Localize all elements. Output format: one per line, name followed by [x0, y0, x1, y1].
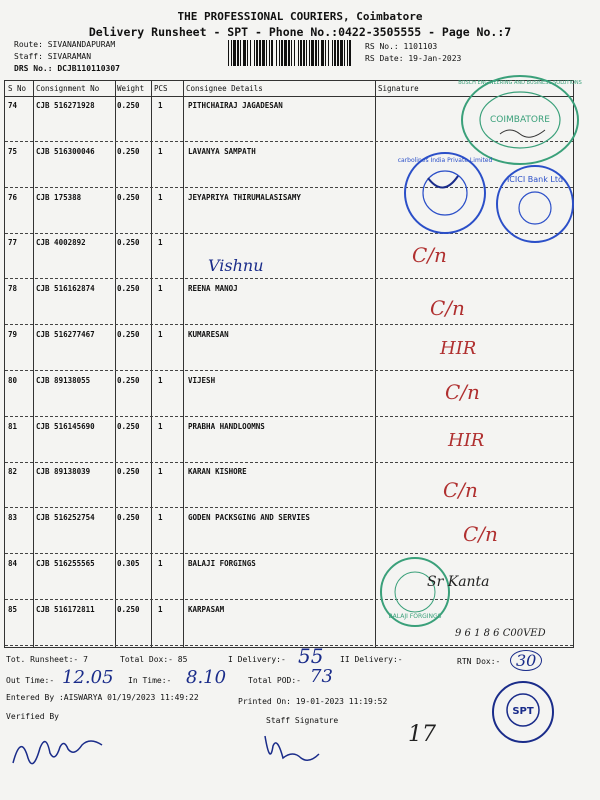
row-pcs: 1	[158, 559, 163, 568]
tot-runsheet: Tot. Runsheet:- 7	[6, 655, 88, 664]
handwritten-signature: HIR	[448, 430, 485, 451]
staff-label: Staff: SIVARAMAN	[14, 52, 92, 61]
row-sno: 80	[8, 375, 18, 385]
table-row	[5, 601, 573, 646]
barcode-bar	[231, 40, 232, 66]
row-pcs: 1	[158, 421, 163, 431]
row-consignee: GODEN PACKSGING AND SERVIES	[188, 513, 310, 523]
barcode-bar	[334, 40, 336, 66]
row-divider	[5, 645, 573, 646]
barcode-bar	[291, 40, 292, 66]
col-header-consignment: Consignment No	[36, 84, 100, 93]
barcode-bar	[309, 40, 310, 66]
barcode-bar	[276, 40, 277, 66]
icici-stamp	[493, 162, 578, 247]
row-sno: 76	[8, 192, 18, 202]
row-weight: 0.250	[117, 604, 140, 614]
barcode-bar	[325, 40, 326, 66]
barcode-bar	[298, 40, 299, 66]
barcode-bar	[318, 40, 319, 66]
barcode-bar	[306, 40, 307, 66]
row-consignment-no: CJB 516271928	[36, 101, 95, 110]
barcode-bar	[294, 40, 295, 66]
carboline-stamp	[398, 148, 493, 238]
row-sno: 83	[8, 513, 18, 523]
rs-date: RS Date: 19-Jan-2023	[365, 54, 462, 63]
row-weight: 0.250	[117, 467, 140, 477]
row-consignment-no: CJB 89138055	[36, 375, 91, 385]
row-consignee: REENA MANOJ	[188, 284, 238, 294]
row-sno: 79	[8, 330, 18, 339]
row-consignee: VIJESH	[188, 375, 216, 385]
row-pcs: 1	[158, 513, 163, 523]
row-pcs: 1	[158, 192, 163, 202]
row-weight: 0.250	[117, 238, 140, 248]
row-consignee: PITHCHAIRAJ JAGADESAN	[188, 101, 283, 110]
row-sno: 78	[8, 284, 18, 294]
row-weight: 0.250	[117, 101, 140, 110]
barcode-bar	[300, 40, 302, 66]
barcode-bar	[237, 40, 239, 66]
runsheet-subtitle: Delivery Runsheet - SPT - Phone No.:0422-3505555 - Page No.:7	[88, 25, 512, 39]
row-weight: 0.250	[117, 375, 140, 385]
handwritten-signature: C/n	[463, 522, 498, 546]
handwritten-signature: C/n	[412, 243, 447, 267]
barcode-bar	[228, 40, 229, 66]
row-pcs: 1	[158, 238, 163, 248]
row-sno: 82	[8, 467, 18, 477]
table-row	[5, 418, 573, 463]
row-pcs: 1	[158, 146, 163, 156]
barcode-bar	[256, 40, 258, 66]
row-sno: 74	[8, 101, 18, 110]
barcode	[228, 40, 356, 66]
row-sno: 84	[8, 559, 18, 568]
row-pcs: 1	[158, 604, 163, 614]
barcode-bar	[259, 40, 261, 66]
stamp-text: carbolines India Private Limited	[398, 157, 493, 164]
handwritten-signature: HIR	[440, 338, 477, 359]
stamp-text: ICICI Bank Ltd	[506, 175, 564, 184]
handwritten-signature: C/n	[445, 380, 480, 404]
row-sno: 77	[8, 238, 18, 248]
row-weight: 0.250	[117, 146, 140, 156]
rtn-dox: RTN Dox:-	[457, 657, 501, 666]
row-consignee: BALAJI FORGINGS	[188, 559, 256, 568]
row-consignment-no: CJB 175388	[36, 192, 82, 202]
row-pcs: 1	[158, 284, 163, 294]
barcode-bar	[337, 40, 339, 66]
barcode-bar	[240, 40, 241, 66]
total-dox: Total Dox:- 85	[120, 655, 188, 664]
barcode-bar	[247, 40, 248, 66]
barcode-bar	[311, 40, 314, 66]
barcode-bar	[332, 40, 333, 66]
barcode-bar	[328, 40, 329, 66]
i-delivery-value: 55	[298, 644, 324, 668]
barcode-bar	[315, 40, 317, 66]
col-header-weight: Weight	[117, 84, 145, 93]
table-row	[5, 463, 573, 508]
row-weight: 0.250	[117, 192, 140, 202]
row-consignee: JEYAPRIYA THIRUMALASISAMY	[188, 192, 301, 202]
ii-delivery: II Delivery:-	[340, 655, 403, 664]
row-pcs: 1	[158, 467, 163, 477]
out-time: Out Time:-	[6, 676, 55, 685]
barcode-bar	[254, 40, 255, 66]
col-header-pcs: PCS	[154, 84, 168, 93]
row-consignee: LAVANYA SAMPATH	[188, 146, 256, 156]
row-sno: 75	[8, 146, 18, 156]
row-consignment-no: CJB 516277467	[36, 330, 95, 339]
row-consignee: KUMARESAN	[188, 330, 229, 339]
handwritten-signature: C/n	[443, 478, 478, 502]
company-title: THE PROFESSIONAL COURIERS, Coimbatore	[177, 10, 423, 23]
row-consignee: PRABHA HANDLOOMNS	[188, 421, 265, 431]
barcode-bar	[344, 40, 345, 66]
row-weight: 0.250	[117, 513, 140, 523]
stamp-text: BOSCH ENGINEERING AND BUSINESS SOLUTIONS	[458, 80, 582, 86]
stamp-text: COIMBATORE	[490, 115, 550, 125]
row-consignment-no: CJB 516172811	[36, 604, 95, 614]
col-header-consignee: Consignee Details	[186, 84, 263, 93]
barcode-bar	[250, 40, 251, 66]
handwritten-name: Sr Kanta	[427, 574, 490, 590]
drs-label: DRS No.: DCJB110110307	[14, 64, 120, 73]
barcode-bar	[349, 40, 351, 66]
row-pcs: 1	[158, 330, 163, 339]
barcode-bar	[347, 40, 348, 66]
in-time: In Time:-	[128, 676, 172, 685]
col-header-sno: S No	[8, 84, 27, 93]
row-consignee: KARPASAM	[188, 604, 225, 614]
total-pod: Total POD:-	[248, 676, 301, 685]
handwritten-signature: C/n	[430, 296, 465, 320]
barcode-bar	[233, 40, 236, 66]
row-consignment-no: CJB 89138039	[36, 467, 91, 477]
spt-stamp	[488, 672, 558, 752]
handwritten-number: 17	[408, 722, 436, 747]
barcode-bar	[321, 40, 324, 66]
rtn-dox-value: 30	[510, 650, 542, 671]
total-pod-value: 73	[310, 666, 333, 687]
stamp-text: BALAJI FORGINGS	[388, 613, 442, 620]
staff-signature	[255, 728, 325, 778]
row-consignment-no: CJB 516145690	[36, 421, 95, 431]
handwritten-name: Vishnu	[208, 256, 264, 275]
row-consignment-no: CJB 4002892	[36, 238, 86, 248]
table-row	[5, 280, 573, 325]
route-label: Route: SIVANANDAPURAM	[14, 40, 116, 49]
barcode-bar	[279, 40, 280, 66]
row-weight: 0.305	[117, 559, 140, 568]
rs-no: RS No.: 1101103	[365, 42, 438, 51]
row-weight: 0.250	[117, 284, 140, 294]
row-weight: 0.250	[117, 421, 140, 431]
barcode-bar	[284, 40, 287, 66]
verified-by: Verified By	[6, 712, 59, 721]
barcode-bar	[243, 40, 246, 66]
row-consignment-no: CJB 516162874	[36, 284, 95, 294]
row-pcs: 1	[158, 375, 163, 385]
verifier-signature	[8, 728, 118, 778]
barcode-bar	[303, 40, 305, 66]
row-consignment-no: CJB 516252754	[36, 513, 95, 523]
table-row	[5, 234, 573, 279]
printed-on: Printed On: 19-01-2023 11:19:52	[238, 697, 388, 706]
table-row	[5, 372, 573, 417]
entered-by: Entered By :AISWARYA 01/19/2023 11:49:22	[6, 693, 199, 702]
balaji-stamp	[375, 552, 455, 632]
staff-signature-label: Staff Signature	[266, 716, 339, 725]
row-consignment-no: CJB 516255565	[36, 559, 95, 568]
barcode-bar	[266, 40, 267, 66]
in-time-value: 8.10	[186, 667, 227, 688]
i-delivery: I Delivery:-	[228, 655, 286, 664]
barcode-bar	[269, 40, 270, 66]
barcode-bar	[281, 40, 283, 66]
row-sno: 85	[8, 604, 18, 614]
barcode-bar	[271, 40, 273, 66]
barcode-bar	[340, 40, 343, 66]
out-time-value: 12.05	[62, 667, 114, 688]
barcode-bar	[262, 40, 265, 66]
row-consignment-no: CJB 516300046	[36, 146, 95, 156]
col-header-signature: Signature	[378, 84, 419, 93]
row-weight: 0.250	[117, 330, 140, 339]
row-pcs: 1	[158, 101, 163, 110]
handwritten-note: 9 6 1 8 6 C00VED	[455, 628, 546, 639]
barcode-bar	[288, 40, 290, 66]
stamp-text: SPT	[512, 706, 534, 717]
row-sno: 81	[8, 421, 18, 431]
table-row	[5, 326, 573, 371]
row-consignee: KARAN KISHORE	[188, 467, 247, 477]
